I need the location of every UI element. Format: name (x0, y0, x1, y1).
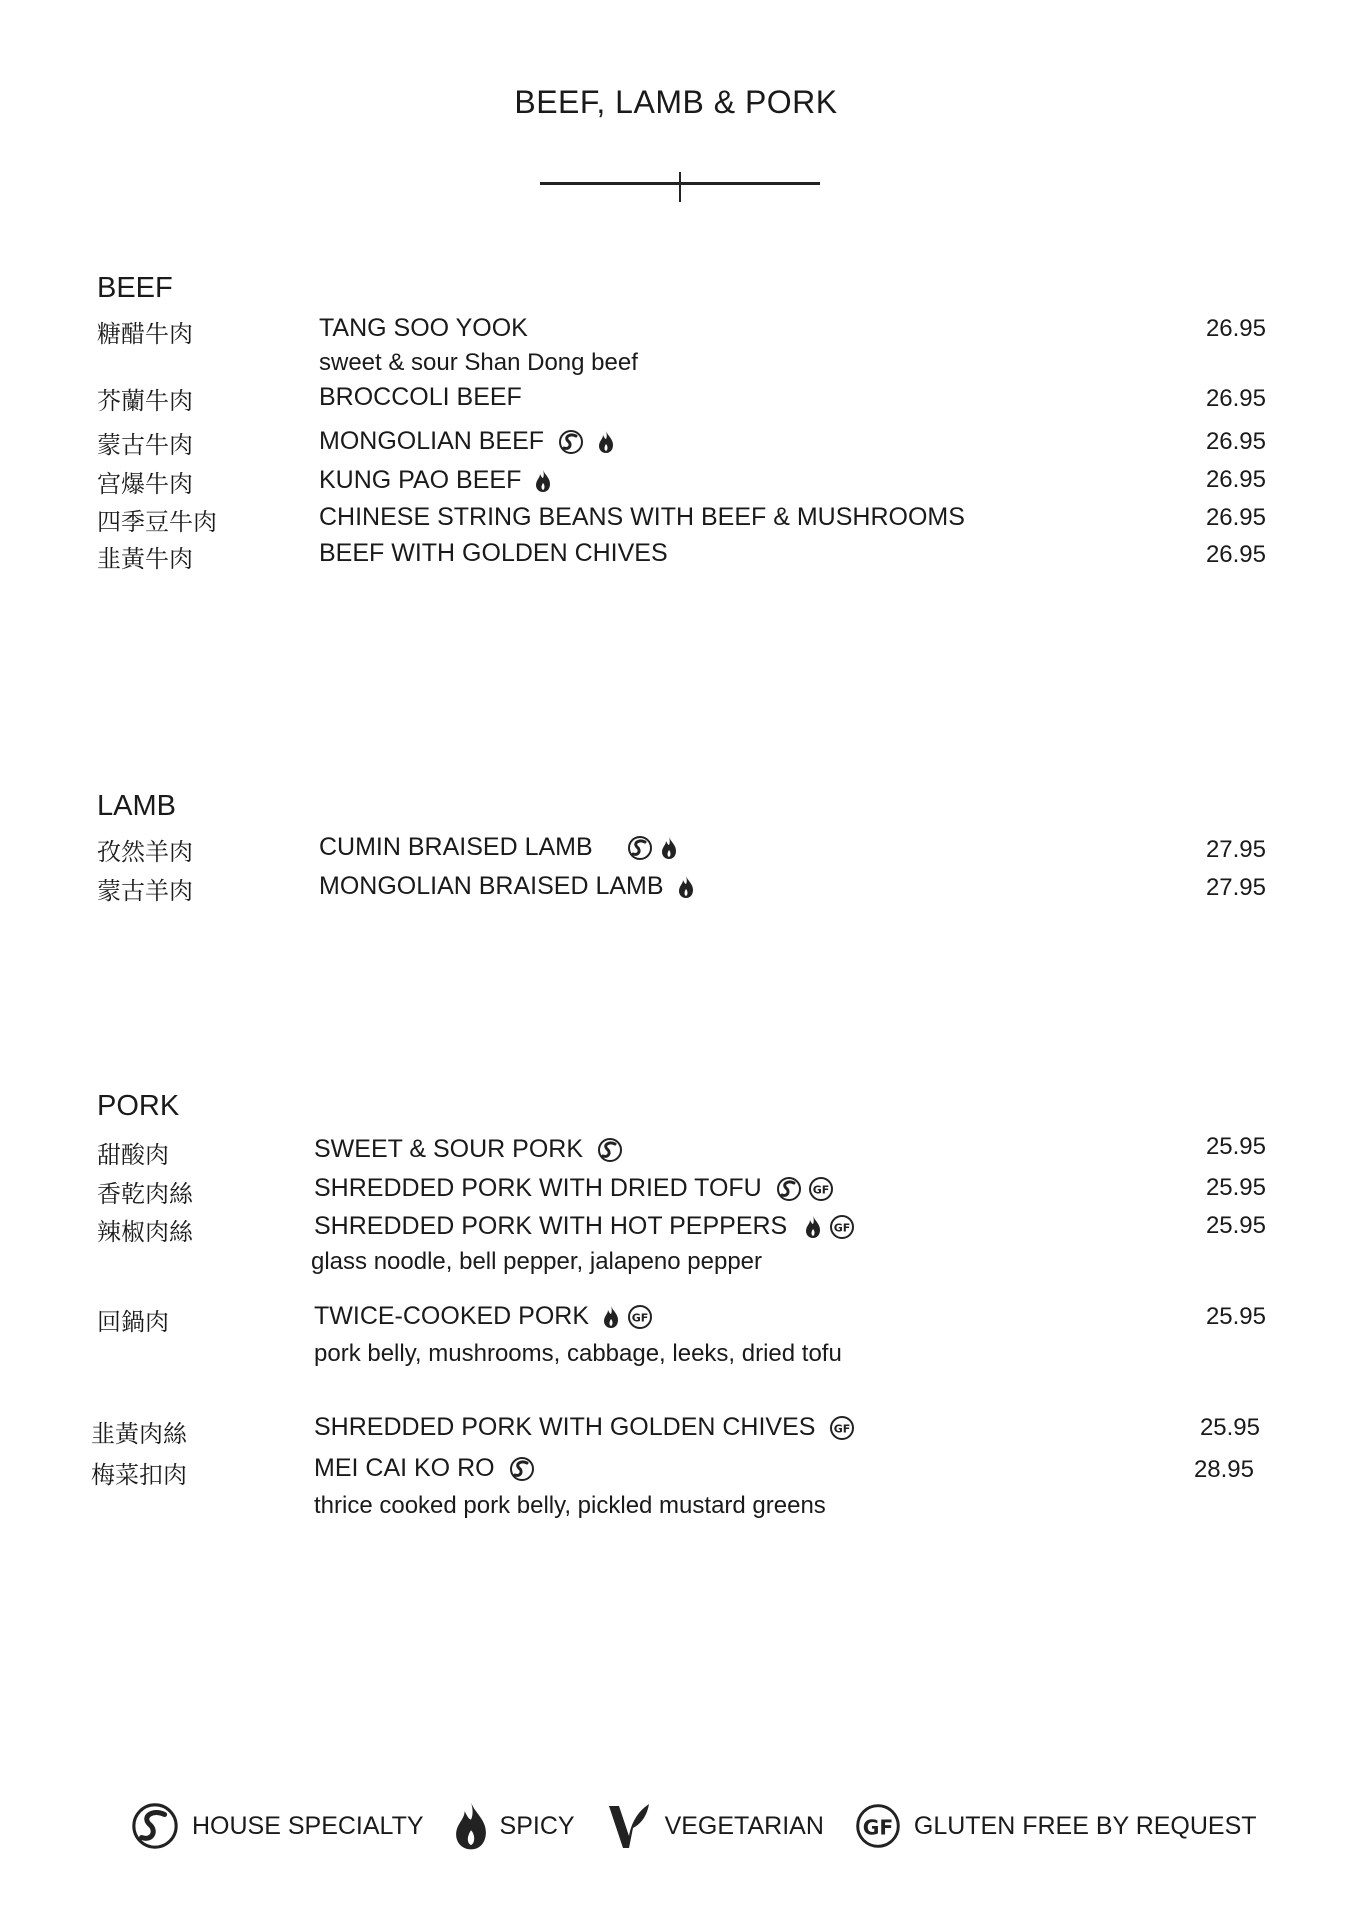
item-name: SWEET & SOUR PORK (314, 1135, 623, 1164)
item-price: 27.95 (1205, 874, 1266, 901)
item-price: 26.95 (1205, 315, 1266, 342)
house-specialty-icon (509, 1456, 535, 1482)
spicy-icon (535, 469, 551, 493)
item-price: 26.95 (1205, 466, 1266, 493)
item-price: 25.95 (1199, 1414, 1260, 1441)
spicy-icon (678, 875, 694, 899)
spicy-icon (805, 1215, 821, 1239)
item-price: 25.95 (1205, 1303, 1266, 1330)
spicy-icon (454, 1800, 500, 1852)
item-price: 26.95 (1205, 541, 1266, 568)
item-chinese-name: 蒙古牛肉 (97, 431, 193, 459)
svg-text:GF: GF (812, 1183, 829, 1196)
item-description: glass noodle, bell pepper, jalapeno pepper (311, 1248, 763, 1275)
icon-legend (130, 1800, 1287, 1852)
item-chinese-name: 蒙古羊肉 (97, 877, 193, 905)
section-heading-lamb: LAMB (97, 790, 176, 822)
item-chinese-name: 四季豆牛肉 (97, 508, 217, 536)
item-name: SHREDDED PORK WITH GOLDEN CHIVES GF (314, 1413, 855, 1442)
svg-text:GF: GF (631, 1311, 649, 1324)
item-chinese-name: 辣椒肉絲 (97, 1218, 193, 1246)
item-name: MONGOLIAN BRAISED LAMB (319, 872, 694, 901)
item-price: 28.95 (1193, 1456, 1254, 1483)
item-name: MONGOLIAN BEEF (319, 427, 614, 456)
house-specialty-icon (130, 1801, 192, 1851)
house-specialty-icon (597, 1137, 623, 1163)
item-description: pork belly, mushrooms, cabbage, leeks, dried tofu (314, 1340, 842, 1367)
section-heading-pork: PORK (97, 1090, 180, 1122)
legend-item-gluten-free (854, 1802, 1257, 1850)
section-heading-beef: BEEF (97, 272, 173, 304)
item-name: CHINESE STRING BEANS WITH BEEF & MUSHROOMS (319, 503, 965, 531)
item-name: MEI CAI KO RO (314, 1454, 535, 1483)
vegetarian-icon (605, 1800, 665, 1852)
item-price: 25.95 (1205, 1133, 1266, 1160)
item-name: BROCCOLI BEEF (319, 383, 522, 411)
item-description: sweet & sour Shan Dong beef (319, 349, 638, 376)
spicy-icon (598, 430, 614, 454)
legend-label: GLUTEN FREE BY REQUEST (913, 1811, 1257, 1840)
gluten-free-icon (627, 1304, 653, 1330)
item-price: 26.95 (1205, 428, 1266, 455)
item-name: TANG SOO YOOK (319, 314, 528, 342)
house-specialty-icon (776, 1176, 802, 1202)
legend-label: SPICY (499, 1811, 575, 1840)
item-chinese-name: 韭黃牛肉 (97, 545, 193, 573)
item-name: BEEF WITH GOLDEN CHIVES (319, 539, 668, 567)
house-specialty-icon (558, 429, 584, 455)
legend-label: HOUSE SPECIALTY (192, 1811, 424, 1840)
item-chinese-name: 香乾肉絲 (97, 1180, 193, 1208)
legend-item-spicy (454, 1800, 575, 1852)
house-specialty-icon (627, 835, 653, 861)
gluten-free-icon (829, 1214, 855, 1240)
item-price: 25.95 (1205, 1174, 1266, 1201)
item-name: TWICE-COOKED PORK GF (314, 1302, 653, 1331)
svg-text:GF: GF (834, 1422, 851, 1435)
spicy-icon (661, 836, 677, 860)
item-chinese-name: 甜酸肉 (97, 1141, 169, 1169)
gluten-free-icon (854, 1802, 914, 1850)
spicy-icon (603, 1305, 619, 1329)
item-price: 27.95 (1205, 836, 1266, 863)
item-chinese-name: 回鍋肉 (97, 1308, 169, 1336)
item-description: thrice cooked pork belly, pickled mustard greens (314, 1492, 826, 1519)
title-divider (540, 172, 820, 208)
svg-text:GF: GF (862, 1815, 894, 1840)
item-chinese-name: 梅菜扣肉 (91, 1461, 187, 1489)
item-chinese-name: 韭黃肉絲 (91, 1420, 187, 1448)
item-name: SHREDDED PORK WITH DRIED TOFU GF (314, 1174, 834, 1203)
item-price: 26.95 (1205, 385, 1266, 412)
item-chinese-name: 孜然羊肉 (97, 838, 193, 866)
gluten-free-icon (808, 1176, 834, 1202)
legend-label: VEGETARIAN (664, 1811, 824, 1840)
item-name: KUNG PAO BEEF (319, 466, 551, 495)
item-chinese-name: 芥蘭牛肉 (97, 387, 193, 415)
item-chinese-name: 宫爆牛肉 (97, 470, 193, 498)
legend-item-vegetarian (605, 1800, 824, 1852)
item-price: 25.95 (1205, 1212, 1266, 1239)
item-chinese-name: 糖醋牛肉 (97, 320, 193, 348)
svg-text:GF: GF (833, 1221, 851, 1234)
page-title: BEEF, LAMB & PORK (514, 84, 838, 120)
item-name: SHREDDED PORK WITH HOT PEPPERS GF (314, 1212, 855, 1241)
item-name: CUMIN BRAISED LAMB (319, 833, 677, 862)
item-price: 26.95 (1205, 504, 1266, 531)
gluten-free-icon (829, 1415, 855, 1441)
legend-item-house-specialty (130, 1801, 424, 1851)
